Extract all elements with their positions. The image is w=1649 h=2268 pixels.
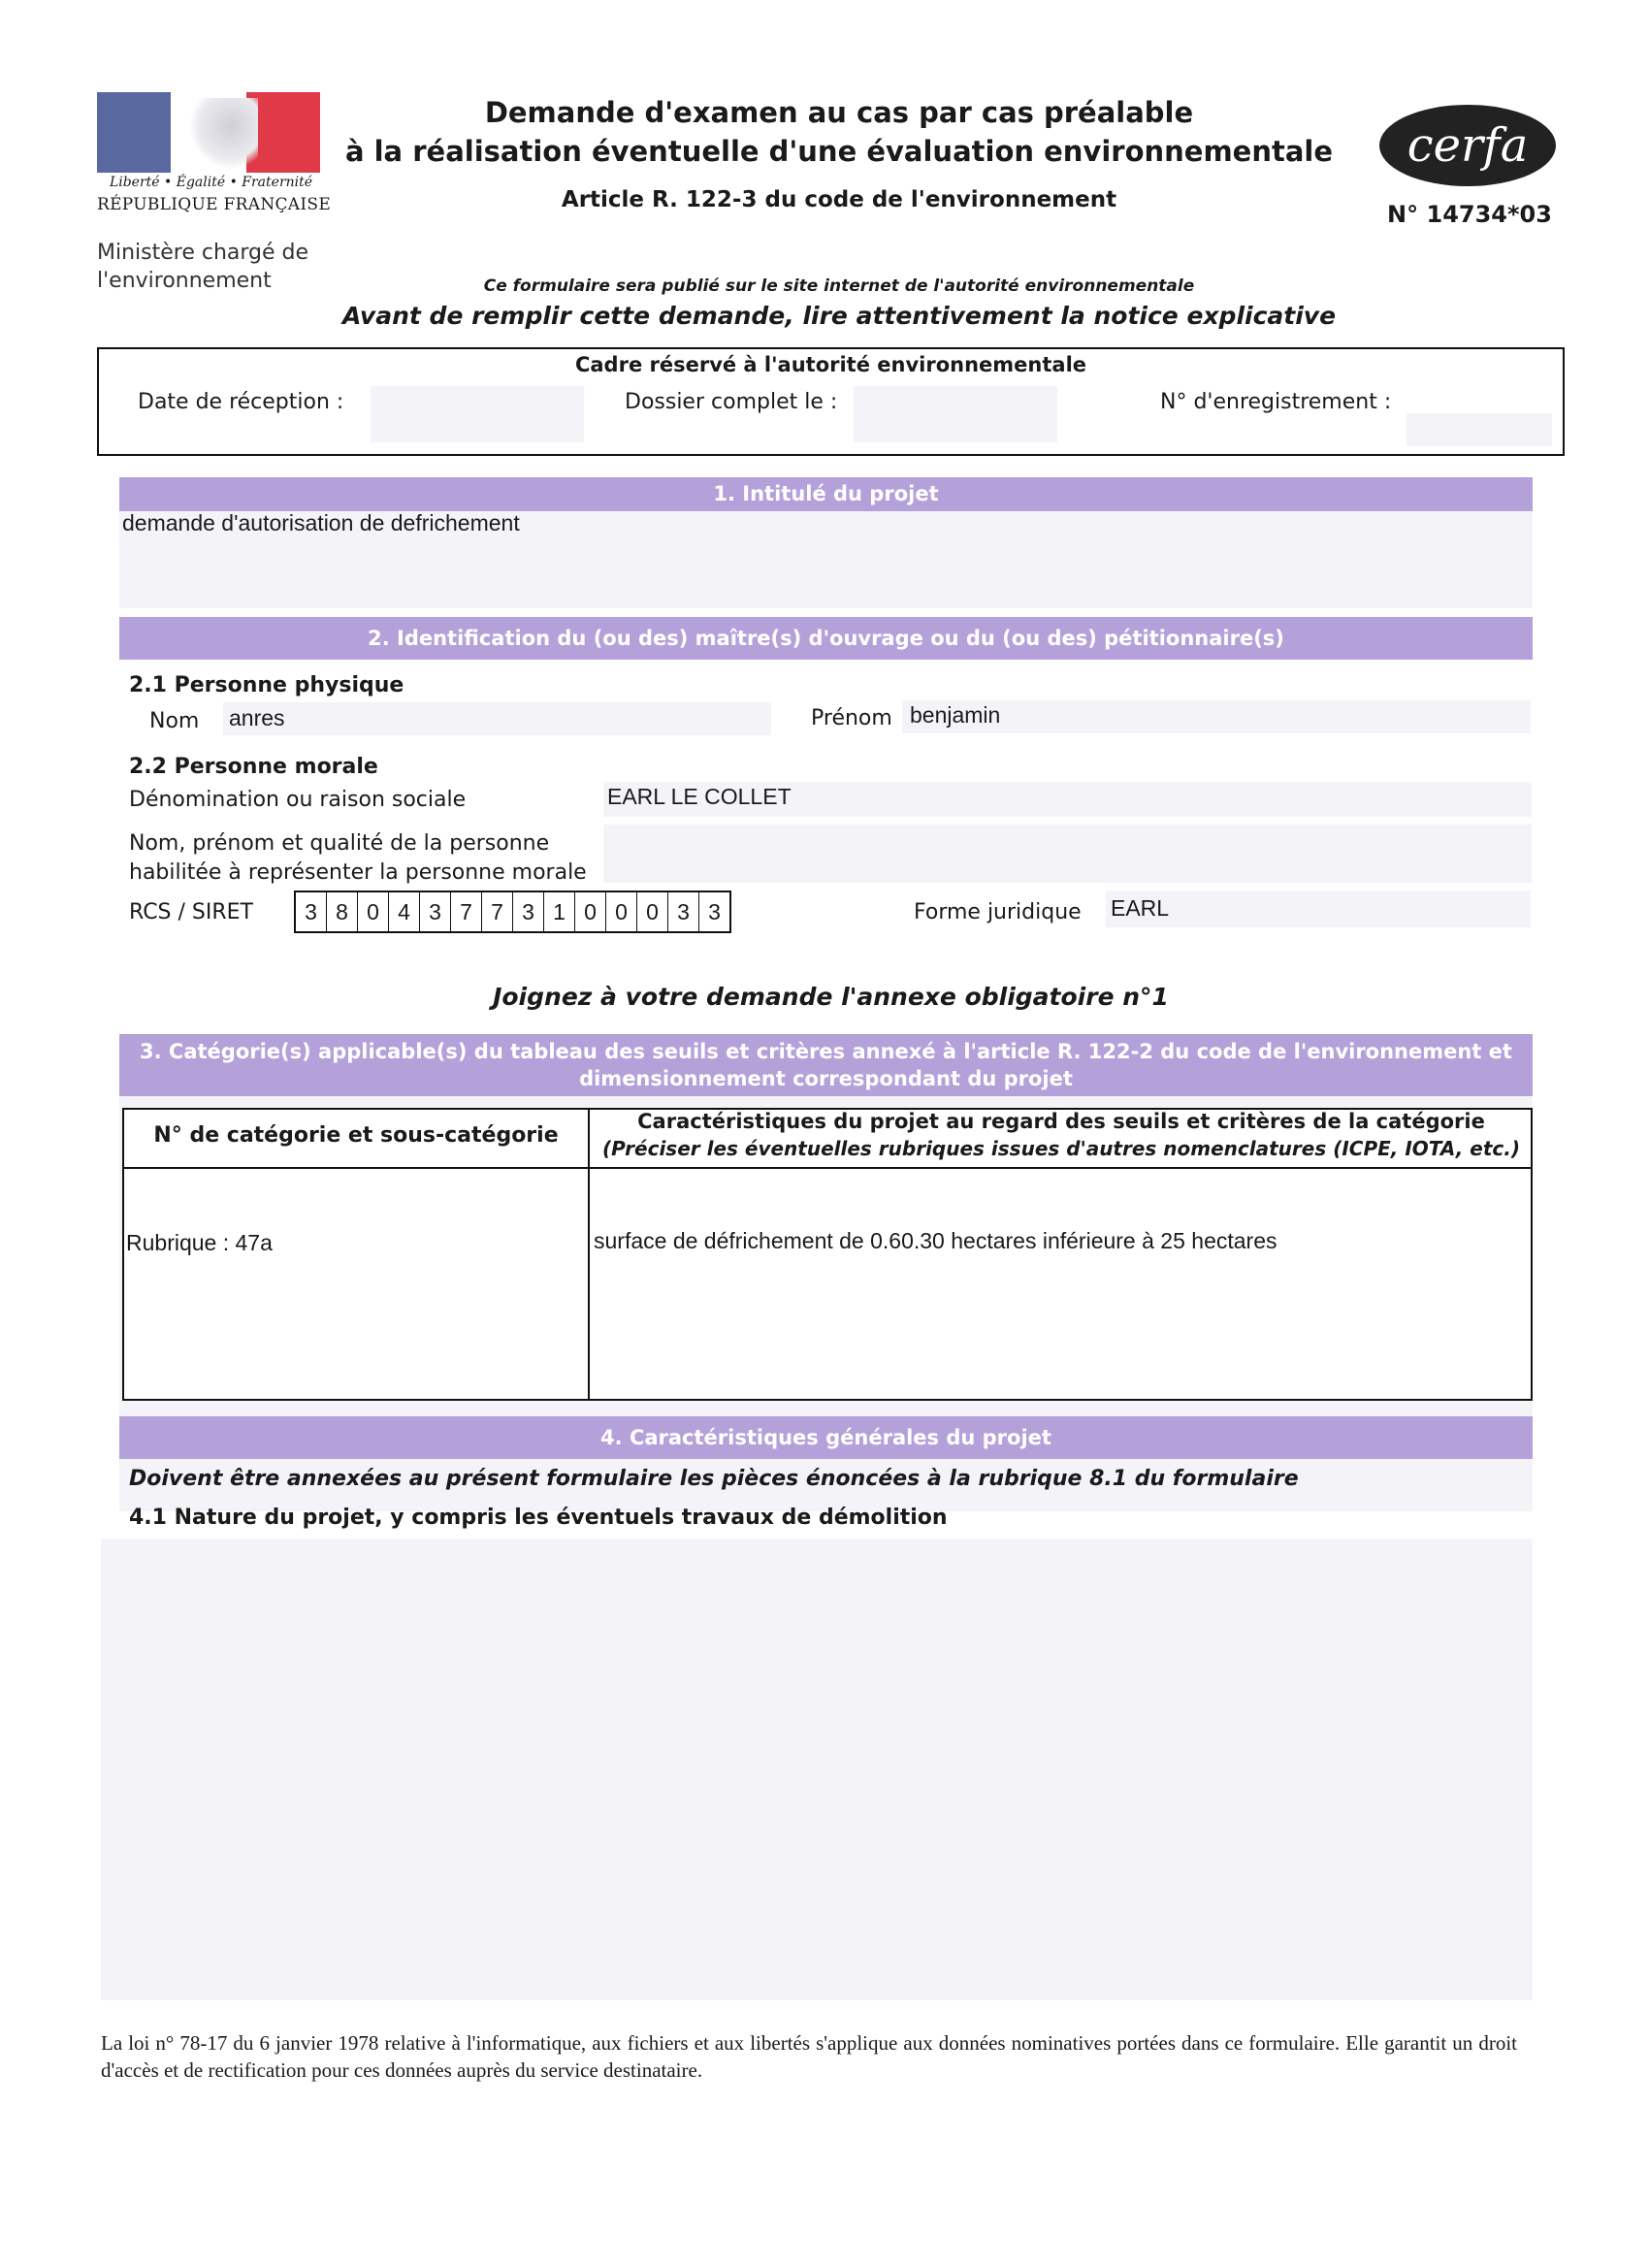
siret-digit-box[interactable]: 1 [544, 892, 575, 931]
siret-digit-box[interactable]: 3 [513, 892, 544, 931]
siret-digit-box[interactable]: 3 [668, 892, 699, 931]
annexe-note: Joignez à votre demande l'annexe obligatoire n°1 [493, 983, 1169, 1011]
cerfa-number: N° 14734*03 [1387, 201, 1552, 228]
cnil-footer: La loi n° 78-17 du 6 janvier 1978 relative à l'informatique, aux fichiers et aux libertés s'applique aux données nominatives portées dans ce formulaire. Elle garantit un droit d'accès et de rectification pour ces données auprès du service destinataire. [101, 2031, 1517, 2082]
date-reception-field[interactable] [371, 386, 584, 442]
characteristics-column-header: Caractéristiques du projet au regard des seuils et critères de la catégorie [637, 1110, 1485, 1133]
devise-text: Liberté • Égalité • Fraternité [109, 175, 313, 190]
nature-projet-heading: 4.1 Nature du projet, y compris les éventuels travaux de démolition [129, 1506, 948, 1530]
publication-note: Ce formulaire sera publié sur le site internet de l'autorité environnementale [483, 276, 1195, 296]
dossier-complet-field[interactable] [854, 386, 1057, 442]
authority-frame-title: Cadre réservé à l'autorité environnementale [574, 353, 1087, 376]
forme-juridique-field[interactable] [1106, 891, 1531, 927]
denomination-value: EARL LE COLLET [607, 784, 792, 809]
nom-field[interactable] [223, 702, 771, 735]
section-4-header: 4. Caractéristiques générales du projet [119, 1416, 1533, 1459]
date-reception-label: Date de réception : [138, 390, 344, 414]
personne-morale-heading: 2.2 Personne morale [129, 755, 378, 779]
section-3-header-line2: dimensionnement correspondant du projet [579, 1067, 1073, 1090]
nom-value: anres [229, 705, 285, 730]
section-2-header: 2. Identification du (ou des) maître(s) d'ouvrage ou du (ou des) pétitionnaire(s) [119, 617, 1533, 660]
characteristics-column-subheader: (Préciser les éventuelles rubriques issues d'autres nomenclatures (ICPE, IOTA, etc.) [601, 1137, 1521, 1160]
section-4-note: Doivent être annexées au présent formulaire les pièces énoncées à la rubrique 8.1 du formulaire [129, 1467, 1299, 1491]
marianne-logo [97, 92, 320, 173]
form-title [330, 93, 1348, 171]
representant-label [129, 829, 587, 888]
section-1-header: 1. Intitulé du projet [119, 477, 1533, 511]
dossier-complet-label: Dossier complet le : [625, 390, 838, 414]
representant-label-line2: habilitée à représenter la personne morale [129, 860, 587, 885]
category-cell[interactable]: Rubrique : 47a [126, 1230, 273, 1255]
prenom-label: Prénom [811, 706, 892, 730]
enregistrement-field[interactable] [1406, 413, 1552, 446]
siret-digit-box[interactable]: 3 [708, 898, 721, 924]
siret-digit-box[interactable]: 0 [358, 892, 389, 931]
section-3-header [119, 1034, 1533, 1096]
representant-label-line1: Nom, prénom et qualité de la personne [129, 831, 550, 856]
representant-field[interactable] [603, 825, 1532, 883]
siret-digit-box[interactable]: 0 [606, 892, 637, 931]
nature-projet-field[interactable] [101, 1539, 1533, 2000]
prenom-value: benjamin [910, 702, 1001, 728]
siret-digit-box[interactable]: 0 [575, 892, 606, 931]
forme-juridique-label: Forme juridique [914, 900, 1082, 924]
siret-digit-box[interactable]: 7 [482, 892, 513, 931]
siret-digit-box[interactable]: 4 [389, 892, 420, 931]
marianne-profile-icon [190, 98, 258, 168]
category-column-header: N° de catégorie et sous-catégorie [153, 1123, 559, 1148]
section-3-header-line1: 3. Catégorie(s) applicable(s) du tableau des seuils et critères annexé à l'article R. 122-2 du code de l'environnement et [140, 1040, 1512, 1063]
ministere-text: Ministère chargé de l'environnement [97, 241, 309, 293]
personne-physique-heading: 2.1 Personne physique [129, 673, 404, 697]
project-title-value: demande d'autorisation de defrichement [122, 510, 520, 535]
nom-label: Nom [149, 709, 200, 733]
form-subtitle: Article R. 122-3 du code de l'environnement [561, 187, 1117, 212]
siret-input[interactable] [294, 891, 731, 933]
enregistrement-label: N° d'enregistrement : [1160, 390, 1392, 414]
warning-note: Avant de remplir cette demande, lire attentivement la notice explicative [341, 302, 1337, 330]
siret-digit-box[interactable]: 7 [451, 892, 482, 931]
republique-text: RÉPUBLIQUE FRANÇAISE [97, 195, 332, 214]
denomination-label: Dénomination ou raison sociale [129, 788, 467, 812]
siret-label: RCS / SIRET [129, 900, 253, 924]
characteristics-cell[interactable]: surface de défrichement de 0.60.30 hectares inférieure à 25 hectares [594, 1228, 1277, 1253]
form-title-line1: Demande d'examen au cas par cas préalable [484, 96, 1194, 129]
forme-juridique-value: EARL [1111, 895, 1170, 921]
siret-digit-box[interactable]: 0 [637, 892, 668, 931]
cerfa-logo: cerfa [1379, 105, 1556, 186]
form-title-line2: à la réalisation éventuelle d'une évaluation environnementale [344, 135, 1334, 168]
siret-digit-box[interactable]: 8 [327, 892, 358, 931]
siret-digit-box[interactable]: 3 [420, 892, 451, 931]
siret-digit-box[interactable]: 3 [296, 892, 327, 931]
